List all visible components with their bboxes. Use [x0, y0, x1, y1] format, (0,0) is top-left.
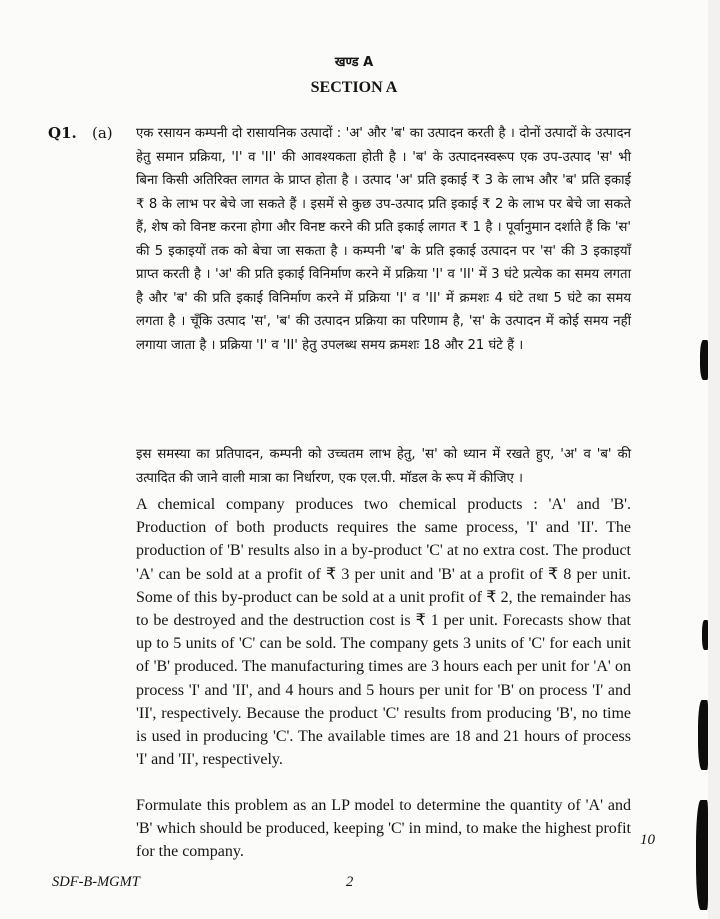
scan-edge-mark — [698, 700, 708, 770]
paper-code: SDF-B-MGMT — [52, 874, 140, 890]
question-part: (a) — [92, 124, 113, 142]
question-text-hindi: एक रसायन कम्पनी दो रासायनिक उत्पादों : 'अ' और 'ब' का उत्पादन करती है । दोनों उत्पादों के उत्पादन हेतु समान प्रक्रिया, 'I' व 'II' की आवश्यकता होती है । 'ब' के उत्पादनस्वरूप एक उप-उत्पाद 'स' भी बिना किसी अतिरिक्त लागत के प्राप्त होता है । उत्पाद 'अ' प्रति इकाई ₹ 3 के लाभ और 'ब' प्रति इकाई ₹ 8 के लाभ पर बेचे जा सकते हैं । इसमें से कुछ उप-उत्पाद प्रति इकाई ₹ 2 के लाभ पर बेचे जा सकते हैं, शेष को विनष्ट करना होगा और विनष्ट करने की प्रति इकाई लागत ₹ 1 है । पूर्वानुमान दर्शाते हैं कि 'स' की 5 इकाइयों तक को बेचा जा सकता है । कम्पनी 'ब' के प्रति इकाई उत्पादन पर 'स' की 3 इकाइयाँ प्राप्त करती है । 'अ' की प्रति इकाई विनिर्माण करने में प्रक्रिया 'I' व 'II' में 3 घंटे प्रत्येक का समय लगता है और 'ब' की प्रति इकाई विनिर्माण करने में प्रक्रिया 'I' व 'II' में क्रमशः 4 घंटे तथा 5 घंटे का समय लगता है । चूँकि उत्पाद 'स', 'ब' की उत्पादन प्रक्रिया का परिणाम है, 'स' के उत्पादन में कोई समय नहीं लगाया जाता है । प्रक्रिया 'I' व 'II' हेतु उपलब्ध समय क्रमशः 18 और 21 घंटे हैं । — [136, 126, 631, 353]
section-heading-english: SECTION A — [310, 79, 398, 96]
question-number: Q1. — [48, 124, 77, 142]
section-heading-hindi: खण्ड A — [334, 55, 374, 70]
question-instruction-hindi: इस समस्या का प्रतिपादन, कम्पनी को उच्चतम लाभ हेतु, 'स' को ध्यान में रखते हुए, 'अ' व 'ब' की उत्पादित की जाने वाली मात्रा का निर्धारण, एक एल.पी. मॉडल के रूप में कीजिए । — [136, 447, 631, 486]
scan-edge-mark — [702, 620, 708, 650]
question-instruction-english: Formulate this problem as an LP model to determine the quantity of 'A' and 'B' which should be produced, keeping 'C' in mind, to make the highest profit for the company. — [136, 797, 631, 861]
scan-edge-mark — [700, 340, 708, 380]
scan-edge-mark — [696, 800, 708, 910]
question-text-english: A chemical company produces two chemical products : 'A' and 'B'. Production of both products requires the same process, 'I' and 'II'. The production of 'B' results also in a by-product 'C' at no extra cost. The product 'A' can be sold at a profit of ₹ 3 per unit and 'B' at a profit of ₹ 8 per unit. Some of this by-product can be sold at a unit profit of ₹ 2, the remainder has to be destroyed and the destruction cost is ₹ 1 per unit. Forecasts show that up to 5 units of 'C' can be sold. The company gets 3 units of 'C' for each unit of 'B' produced. The manufacturing times are 3 hours each per unit for 'A' on process 'I' and 'II', and 4 hours and 5 hours per unit for 'B' on process 'I' and 'II', respectively. Because the product 'C' results from producing 'B', no time is used in producing 'C'. The available times are 18 and 21 hours of process 'I' and 'II', respectively. — [136, 496, 631, 769]
page-number: 2 — [346, 874, 354, 890]
question-marks: 10 — [640, 832, 655, 848]
